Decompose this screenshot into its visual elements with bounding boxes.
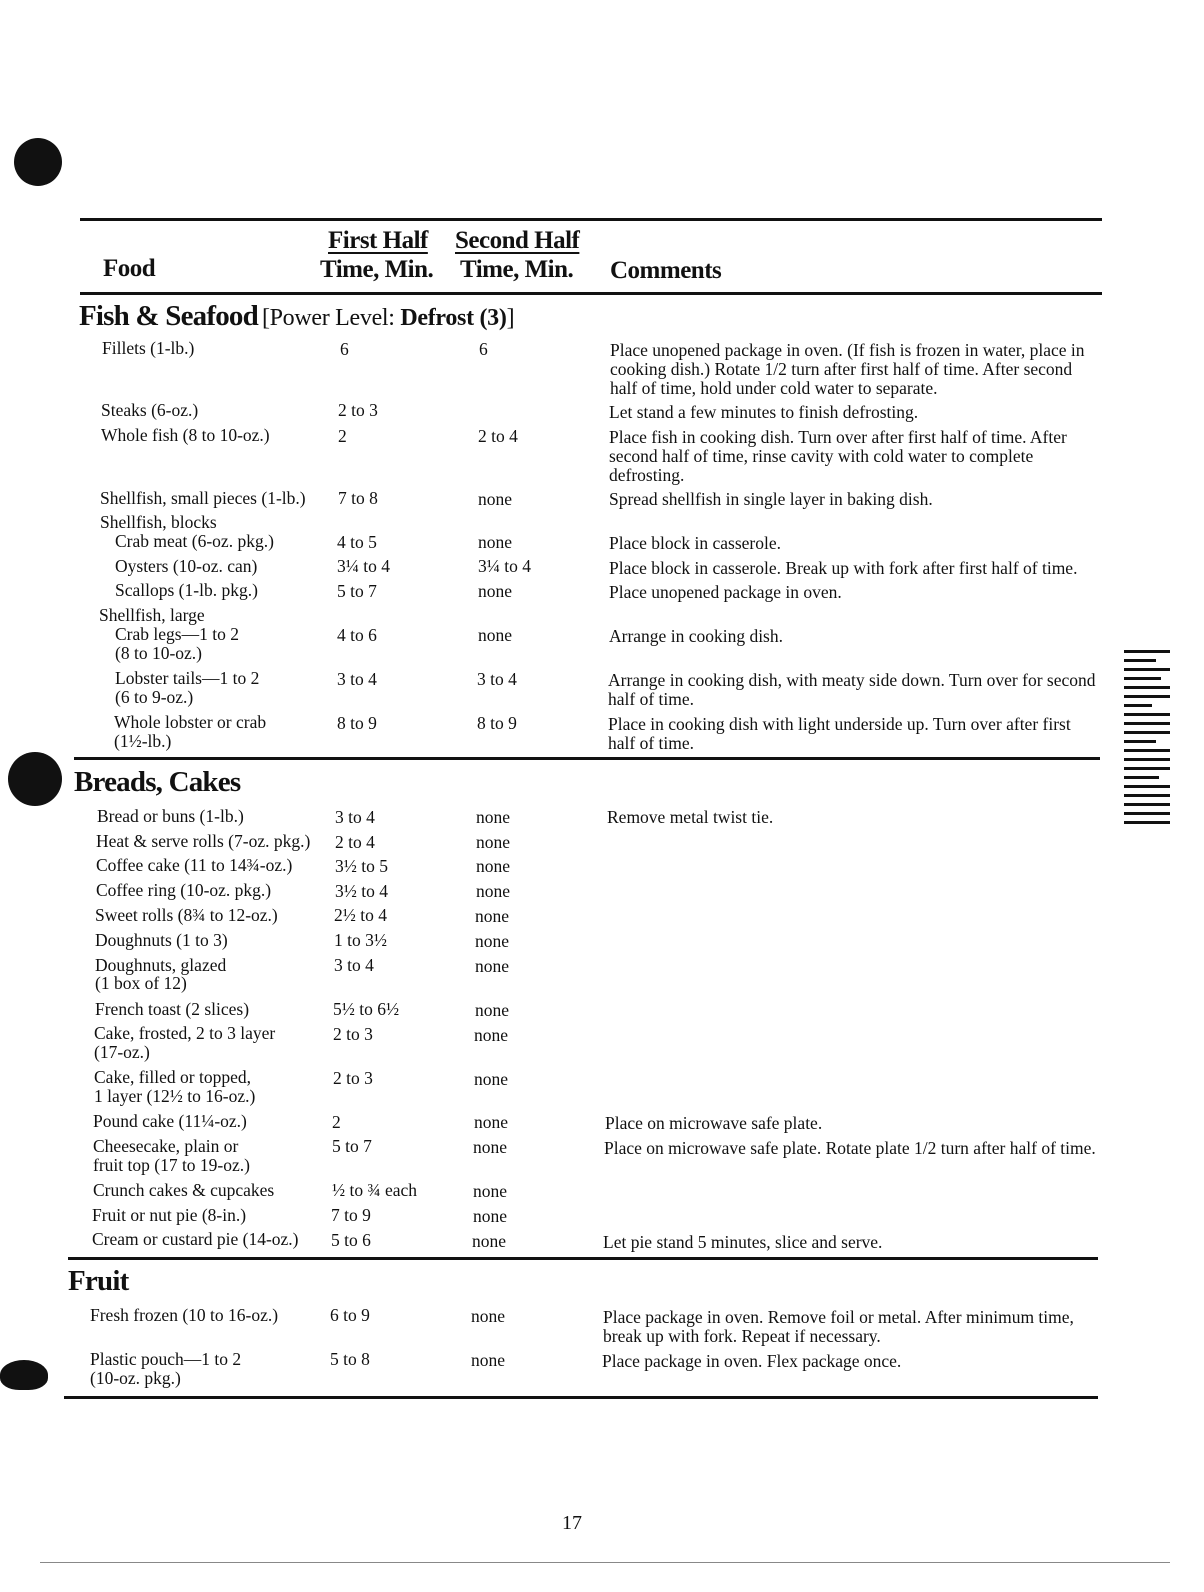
table-cell-second: none [476,832,511,852]
table-cell-first: 4 to 5 [337,532,377,552]
table-cell-first: 7 to 8 [338,488,378,508]
table-cell-first: 3 to 4 [337,669,377,689]
table-cell-food-line2: 1 layer (12½ to 16-oz.) [94,1086,256,1106]
table-cell-comment: Place fish in cooking dish. Turn over after first half of time. After second half of time, rinse cavity with cold water to complete defrosting. [609,427,1067,485]
table-cell-second: none [473,1206,508,1226]
table-cell-food: Cake, frosted, 2 to 3 layer [94,1023,276,1043]
header-food: Food [103,255,156,282]
table-cell-second: none [474,1112,509,1132]
table-cell-second: none [471,1306,506,1326]
table-cell-first: 7 to 9 [331,1205,371,1225]
table-cell-first: 2 to 3 [338,400,378,420]
table-cell-comment: Arrange in cooking dish. [609,626,783,646]
table-cell-comment: Place unopened package in oven. [609,582,842,602]
table-cell-second: none [474,1069,509,1089]
table-cell-first: 3 to 4 [334,955,374,975]
table-cell-second: none [475,956,510,976]
table-cell-first: 5 to 8 [330,1349,370,1369]
table-cell-first: 6 [340,339,349,359]
header-first-half-bottom: Time, Min. [320,256,434,283]
table-cell-food-line2: (8 to 10-oz.) [115,643,202,663]
table-cell-food: Fresh frozen (10 to 16-oz.) [90,1305,279,1325]
header-second-half-top: Second Half [455,227,580,254]
table-cell-first: 3¼ to 4 [337,556,390,576]
table-cell-second: none [478,625,513,645]
table-cell-second: none [473,1181,508,1201]
table-cell-comment: Place in cooking dish with light underside up. Turn over after first half of time. [608,714,1071,753]
table-cell-food-line2: (1 box of 12) [95,973,187,993]
table-cell-comment: Place package in oven. Remove foil or metal. After minimum time, break up with fork. Repeat if necessary. [603,1307,1074,1346]
table-cell-second: 2 to 4 [478,426,518,446]
table-cell-comment: Place block in casserole. Break up with fork after first half of time. [609,558,1078,578]
table-cell-second: 6 [479,339,488,359]
table-cell-food: Whole lobster or crab [114,712,267,732]
fish-section-bottom-rule [74,757,1100,760]
table-cell-first: 4 to 6 [337,625,377,645]
table-cell-food: Oysters (10-oz. can) [115,556,258,576]
table-cell-first: 1 to 3½ [334,930,387,950]
table-cell-second: none [474,1025,509,1045]
table-cell-food: Heat & serve rolls (7-oz. pkg.) [96,831,311,851]
table-cell-first: 3 to 4 [335,807,375,827]
binder-hole-bottom [0,1360,48,1390]
table-cell-food: Crab meat (6-oz. pkg.) [115,531,274,551]
table-cell-first: 3½ to 4 [335,881,388,901]
fish-power-suffix: ] [506,305,515,331]
table-cell-comment: Place unopened package in oven. (If fish is frozen in water, place in cooking dish.) Rotate 1/2 turn after first half of time. After second half of time, hold under cold water to separate. [610,340,1085,398]
table-cell-second: 3¼ to 4 [478,556,531,576]
table-cell-food: Bread or buns (1-lb.) [97,806,244,826]
table-cell-first: 2 [338,426,347,446]
page-bottom-edge [40,1562,1170,1563]
table-cell-food: Shellfish, large [99,605,205,625]
table-cell-second: none [478,489,513,509]
table-cell-first: 5 to 6 [331,1230,371,1250]
table-cell-food-line2: (10-oz. pkg.) [90,1368,181,1388]
fish-power-prefix: [Power Level: [261,305,401,331]
table-cell-food-line2: (17-oz.) [94,1042,150,1062]
table-cell-comment: Arrange in cooking dish, with meaty side down. Turn over for second half of time. [608,670,1096,709]
table-cell-food: Fruit or nut pie (8-in.) [92,1205,247,1225]
table-cell-food: Crunch cakes & cupcakes [93,1180,275,1200]
binder-hole-middle [8,752,62,806]
header-bottom-rule [80,292,1102,295]
table-cell-first: ½ to ¾ each [332,1180,418,1200]
table-cell-food: Pound cake (11¼-oz.) [93,1111,247,1131]
table-cell-comment: Place block in casserole. [609,533,782,553]
table-cell-food: Fillets (1-lb.) [102,338,195,358]
table-cell-food-line2: (6 to 9-oz.) [115,687,194,707]
table-cell-second: none [478,532,513,552]
table-cell-food: Plastic pouch—1 to 2 [90,1349,242,1369]
table-cell-second: none [472,1231,507,1251]
table-cell-food-line2: fruit top (17 to 19-oz.) [93,1155,250,1175]
fish-power-level [262,305,514,331]
table-cell-comment: Place on microwave safe plate. Rotate plate 1/2 turn after half of time. [604,1138,1096,1158]
table-cell-food: Coffee ring (10-oz. pkg.) [96,880,272,900]
header-second-half-bottom: Time, Min. [460,256,574,283]
section-title-fish [79,300,514,333]
table-cell-first: 2 to 4 [335,832,375,852]
table-cell-first: 6 to 9 [330,1305,370,1325]
table-cell-food: Crab legs—1 to 2 [115,624,239,644]
table-cell-comment: Remove metal twist tie. [607,807,774,827]
table-cell-first: 3½ to 5 [335,856,388,876]
table-cell-first: 8 to 9 [337,713,377,733]
table-cell-food: Shellfish, small pieces (1-lb.) [100,488,306,508]
table-cell-first: 5 to 7 [332,1136,372,1156]
table-top-rule [80,218,1102,221]
table-cell-second: 8 to 9 [477,713,517,733]
table-cell-first: 2 [332,1112,341,1132]
section-title-breads: Breads, Cakes [74,766,241,798]
fish-title: Fish & Seafood [79,300,258,332]
table-cell-food: Lobster tails—1 to 2 [115,668,260,688]
table-cell-first: 2 to 3 [333,1068,373,1088]
header-first-half-top: First Half [328,227,428,254]
table-cell-first: 2 to 3 [333,1024,373,1044]
table-cell-food: Doughnuts, glazed [95,955,227,975]
table-cell-second: none [473,1137,508,1157]
table-cell-food: Whole fish (8 to 10-oz.) [101,425,270,445]
fish-power-value: Defrost (3) [400,305,507,331]
table-cell-food: Cheesecake, plain or [93,1136,239,1156]
table-cell-second: none [475,906,510,926]
table-cell-comment: Let pie stand 5 minutes, slice and serve. [603,1232,883,1252]
fruit-section-bottom-rule [64,1396,1098,1399]
table-cell-comment: Let stand a few minutes to finish defrosting. [609,402,919,422]
header-comments: Comments [610,257,722,284]
table-cell-second: none [471,1350,506,1370]
table-cell-first: 5½ to 6½ [333,999,400,1019]
table-cell-second: none [475,1000,510,1020]
binder-hole-top [14,138,62,186]
section-title-fruit: Fruit [68,1265,129,1297]
page-number: 17 [562,1512,582,1534]
table-cell-food: Steaks (6-oz.) [101,400,199,420]
table-cell-comment: Place on microwave safe plate. [605,1113,823,1133]
table-cell-food: French toast (2 slices) [95,999,250,1019]
table-cell-first: 5 to 7 [337,581,377,601]
table-cell-food: Cream or custard pie (14-oz.) [92,1229,299,1249]
table-cell-food: Cake, filled or topped, [94,1067,251,1087]
table-cell-second: 3 to 4 [477,669,517,689]
table-cell-second: none [476,881,511,901]
table-cell-comment: Place package in oven. Flex package once. [602,1351,902,1371]
table-cell-food: Sweet rolls (8¾ to 12-oz.) [95,905,278,925]
table-cell-second: none [476,807,511,827]
breads-section-bottom-rule [68,1257,1098,1260]
table-cell-second: none [476,856,511,876]
table-cell-food: Shellfish, blocks [100,512,217,532]
table-cell-comment: Spread shellfish in single layer in baking dish. [609,489,933,509]
scan-edge-marks [1124,650,1170,830]
table-cell-food: Scallops (1-lb. pkg.) [115,580,258,600]
table-cell-first: 2½ to 4 [334,905,387,925]
table-cell-food-line2: (1½-lb.) [114,731,172,751]
table-cell-food: Coffee cake (11 to 14¾-oz.) [96,855,293,875]
table-cell-second: none [478,581,513,601]
table-cell-food: Doughnuts (1 to 3) [95,930,228,950]
table-cell-second: none [475,931,510,951]
